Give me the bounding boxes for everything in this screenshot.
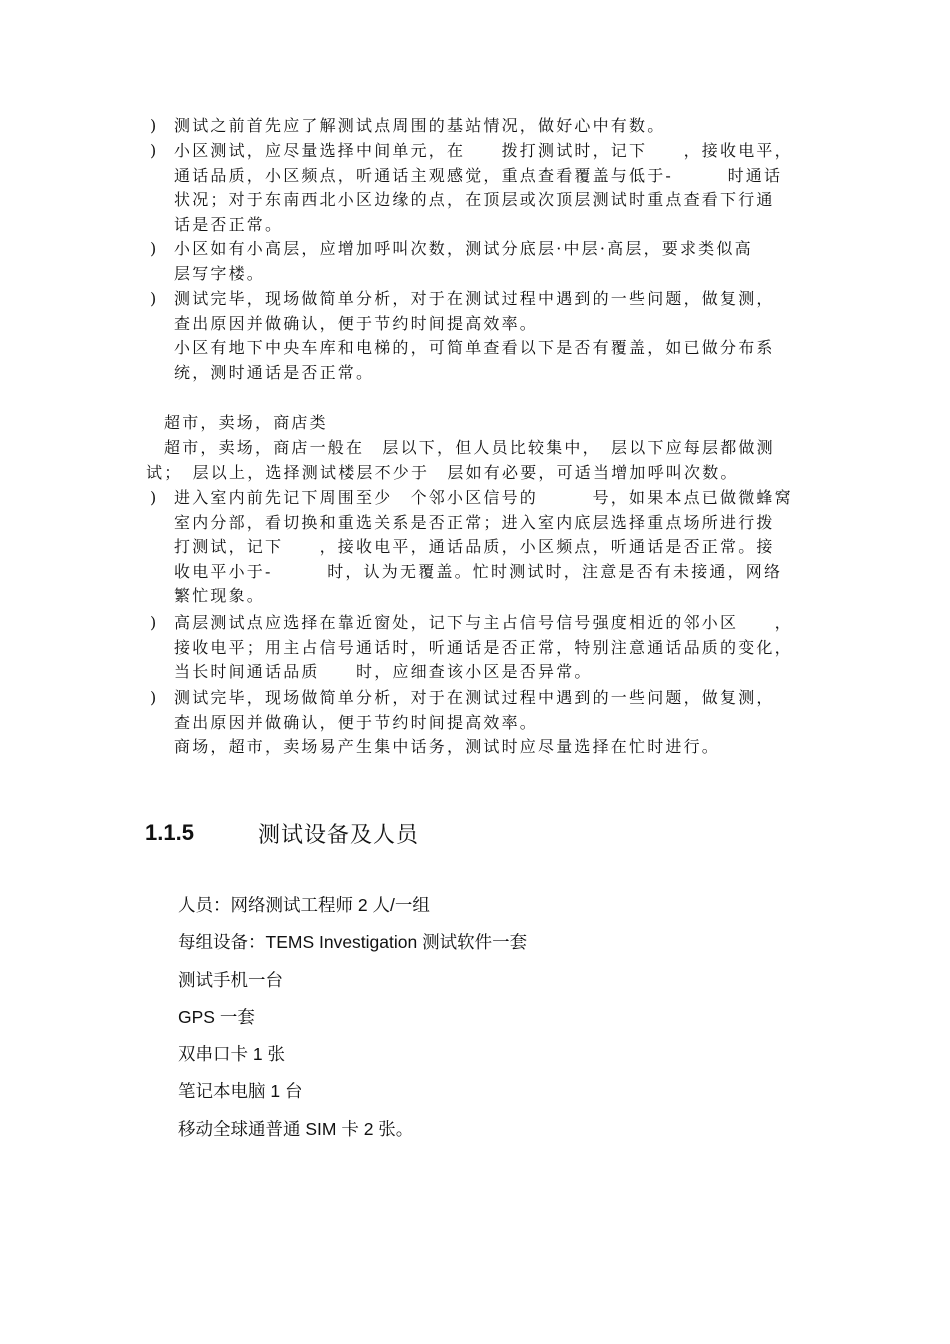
- equipment-item: GPS 一套: [178, 1006, 255, 1027]
- text-line: 接收电平；用主占信号通话时，听通话是否正常，特别注意通话品质的变化，: [174, 637, 793, 657]
- text-line: 状况；对于东南西北小区边缘的点，在顶层或次顶层测试时重点查看下行通: [174, 190, 775, 209]
- text-line: 收电平小于- 时，认为无覆盖。忙时测试时，注意是否有未接通，网络: [174, 561, 783, 581]
- list-item: [150, 139, 810, 237]
- section-title: 超市，卖场，商店类: [164, 413, 328, 432]
- text-line: 高层测试点应选择在靠近窗处，记下与主占信号信号强度相近的邻小区 ，: [174, 613, 793, 632]
- text-line: 统，测时通话是否正常。: [174, 362, 375, 382]
- equipment-item: 测试手机一台: [178, 969, 283, 990]
- list-marker: ): [150, 688, 157, 707]
- text-line: 商场，超市，卖场易产生集中话务，测试时应尽量选择在忙时进行。: [174, 737, 721, 756]
- equipment-item: 双串口卡 1 张: [178, 1044, 285, 1065]
- text-line: 小区有地下中央车库和电梯的，可简单查看以下是否有覆盖，如已做分布系: [174, 338, 775, 357]
- list-marker: ): [150, 613, 157, 632]
- list-item: [150, 686, 810, 760]
- list-marker: ): [150, 289, 157, 308]
- list-item: [150, 114, 810, 139]
- list-marker: ): [150, 239, 157, 258]
- text-line: 小区如有小高层，应增加呼叫次数，测试分底层·中层·高层，要求类似高: [174, 239, 753, 258]
- equipment-item: 笔记本电脑 1 台: [178, 1081, 303, 1102]
- section-heading: 测试设备及人员: [258, 823, 420, 848]
- text-line: 通话品质，小区频点，听通话主观感觉，重点查看覆盖与低于- 时通话: [174, 165, 783, 185]
- equipment-item: 人员：网络测试工程师 2 人/一组: [178, 895, 430, 915]
- intro-line: 试； 层以上，选择测试楼层不少于 层如有必要，可适当增加呼叫次数。: [146, 463, 739, 482]
- text-line: 小区测试，应尽量选择中间单元，在 拨打测试时，记下 ，接收电平，: [174, 141, 793, 160]
- text-line: 测试完毕，现场做简单分析，对于在测试过程中遇到的一些问题，做复测，: [174, 688, 775, 707]
- equipment-list: [178, 892, 527, 1153]
- text-line: 查出原因并做确认，便于节约时间提高效率。: [174, 712, 539, 732]
- text-line: 室内分部，看切换和重选关系是否正常；进入室内底层选择重点场所进行拨: [174, 512, 775, 532]
- text-line: 当长时间通话品质 时，应细查该小区是否异常。: [174, 662, 593, 681]
- text-line: 繁忙现象。: [174, 586, 266, 605]
- text-line: 查出原因并做确认，便于节约时间提高效率。: [174, 313, 539, 333]
- list-item: [150, 611, 810, 685]
- list-marker: ): [150, 141, 157, 160]
- equipment-item: 每组设备：TEMS Investigation 测试软件一套: [178, 932, 528, 953]
- intro-line: 超市，卖场，商店一般在 层以下，但人员比较集中， 层以下应每层都做测: [164, 438, 775, 457]
- list-marker: ): [150, 116, 157, 135]
- section-number: 1.1.5: [145, 820, 194, 845]
- list-item: [150, 237, 810, 286]
- text-line: 话是否正常。: [174, 214, 284, 234]
- list-item: [150, 486, 810, 609]
- list-item: [150, 287, 810, 385]
- text-line: 打测试，记下 ，接收电平，通话品质，小区频点，听通话是否正常。接: [174, 537, 775, 556]
- text-line: 测试之前首先应了解测试点周围的基站情况，做好心中有数。: [174, 116, 666, 135]
- text-line: 进入室内前先记下周围至少 个邻小区信号的 号，如果本点已做微蜂窝: [174, 488, 793, 507]
- equipment-item: 移动全球通普通 SIM 卡 2 张。: [178, 1118, 414, 1139]
- text-line: 层写字楼。: [174, 263, 266, 283]
- text-line: 测试完毕，现场做简单分析，对于在测试过程中遇到的一些问题，做复测，: [174, 289, 775, 308]
- list-marker: ): [150, 488, 157, 507]
